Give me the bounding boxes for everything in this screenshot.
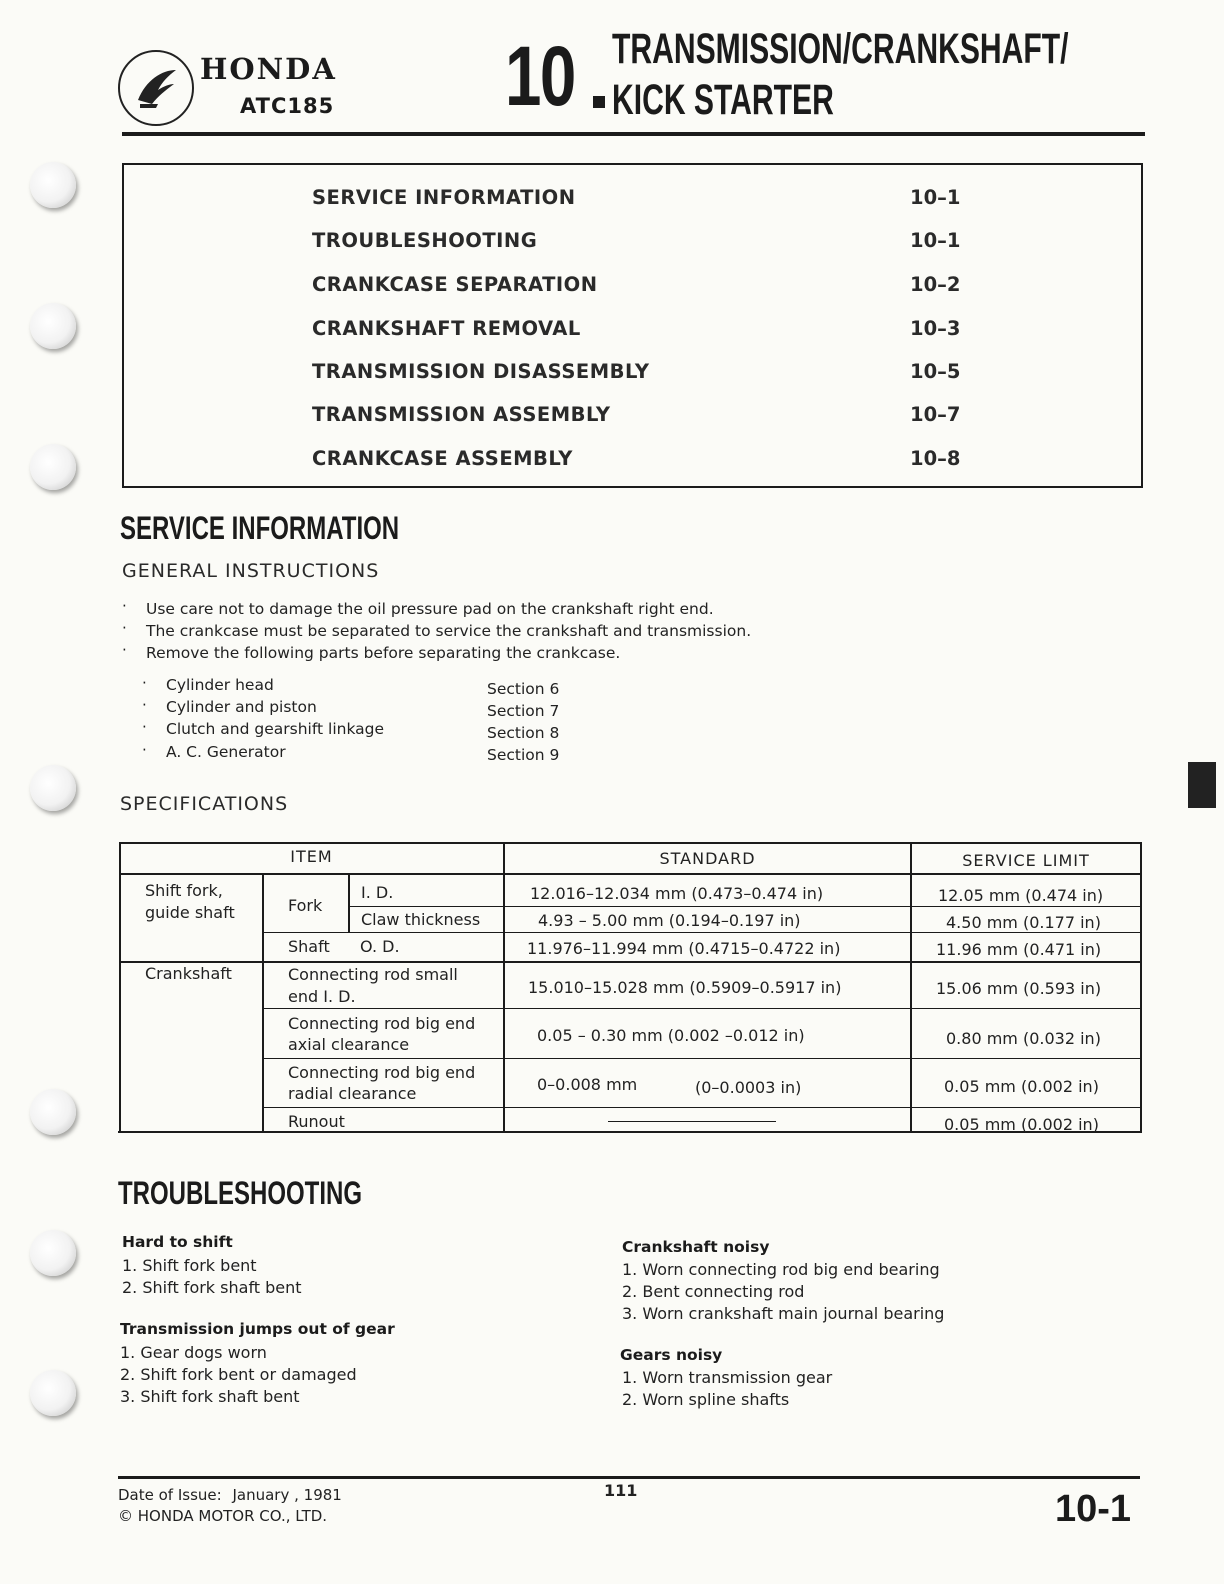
standard-value: 11.976–11.994 mm (0.4715–0.4722 in) bbox=[527, 939, 841, 958]
section-page-number: 10-1 bbox=[1055, 1488, 1132, 1530]
item-label: Connecting rod small bbox=[288, 965, 458, 984]
binder-hole bbox=[30, 303, 76, 349]
chapter-number-dot bbox=[593, 96, 605, 108]
honda-wing-logo-icon bbox=[118, 50, 194, 126]
header-rule bbox=[122, 132, 1145, 136]
bullet: · bbox=[122, 619, 127, 637]
binder-hole bbox=[30, 1230, 76, 1276]
limit-value: 12.05 mm (0.474 in) bbox=[938, 886, 1104, 905]
instruction-text: Use care not to damage the oil pressure pad on the crankshaft right end. bbox=[146, 600, 714, 618]
footer-rule bbox=[118, 1476, 1140, 1479]
instruction-text: The crankcase must be separated to service the crankshaft and transmission. bbox=[146, 622, 752, 640]
instruction-text: Remove the following parts before separating the crankcase. bbox=[146, 644, 621, 662]
bullet: · bbox=[122, 641, 127, 659]
table-border bbox=[1140, 842, 1142, 1132]
toc-item[interactable] bbox=[312, 273, 1112, 303]
chapter-title-line1: TRANSMISSION/CRANKSHAFT/ bbox=[612, 25, 1069, 73]
table-divider bbox=[120, 961, 1142, 963]
table-divider bbox=[262, 1107, 1141, 1108]
copyright: © HONDA MOTOR CO., LTD. bbox=[118, 1507, 328, 1525]
toc-page: 10–8 bbox=[910, 447, 961, 470]
item-label: Connecting rod big end bbox=[288, 1014, 476, 1033]
toc-item[interactable] bbox=[312, 403, 1112, 433]
item-label: axial clearance bbox=[288, 1035, 410, 1054]
troubleshooting-heading: TROUBLESHOOTING bbox=[118, 1175, 362, 1211]
table-divider bbox=[910, 842, 912, 1132]
symptom-title: Crankshaft noisy bbox=[622, 1238, 770, 1256]
section-edge-tab bbox=[1188, 762, 1216, 808]
toc-page: 10–5 bbox=[910, 360, 961, 383]
issue-date-value: January , 1981 bbox=[232, 1486, 342, 1504]
toc-item[interactable] bbox=[312, 229, 1112, 259]
column-header-standard: STANDARD bbox=[659, 849, 756, 868]
model-name: ATC185 bbox=[240, 94, 335, 118]
toc-label: TROUBLESHOOTING bbox=[312, 229, 538, 252]
service-info-heading: SERVICE INFORMATION bbox=[120, 510, 400, 546]
toc-label: TRANSMISSION DISASSEMBLY bbox=[312, 360, 650, 383]
binder-hole bbox=[30, 444, 76, 490]
item-label: Shaft bbox=[288, 937, 330, 956]
item-label: Runout bbox=[288, 1112, 345, 1131]
specifications-heading: SPECIFICATIONS bbox=[120, 793, 289, 815]
binder-hole bbox=[30, 1370, 76, 1416]
chapter-title-line2: KICK STARTER bbox=[612, 76, 834, 124]
binder-hole bbox=[30, 765, 76, 811]
standard-value: 12.016–12.034 mm (0.473–0.474 in) bbox=[530, 884, 824, 903]
item-label: Connecting rod big end bbox=[288, 1063, 476, 1082]
part-section: Section 8 bbox=[487, 724, 560, 742]
item-label: Claw thickness bbox=[361, 910, 481, 929]
part-section: Section 9 bbox=[487, 746, 560, 764]
toc-item[interactable] bbox=[312, 360, 1112, 390]
bullet: · bbox=[142, 674, 147, 692]
cause-item: 2. Bent connecting rod bbox=[622, 1282, 805, 1301]
toc-label: CRANKCASE ASSEMBLY bbox=[312, 447, 573, 470]
part-name: Cylinder and piston bbox=[166, 698, 317, 716]
issue-date-label: Date of Issue: bbox=[118, 1486, 222, 1504]
chapter-title bbox=[612, 24, 1069, 126]
table-of-contents bbox=[122, 163, 1143, 488]
group-label: guide shaft bbox=[145, 903, 235, 922]
symptom-title: Gears noisy bbox=[620, 1346, 723, 1364]
standard-value: (0–0.0003 in) bbox=[695, 1078, 802, 1097]
toc-item[interactable] bbox=[312, 186, 1112, 216]
group-label: Crankshaft bbox=[145, 964, 232, 983]
toc-item[interactable] bbox=[312, 317, 1112, 347]
part-name: A. C. Generator bbox=[166, 743, 286, 761]
toc-page: 10–3 bbox=[910, 317, 961, 340]
bullet: · bbox=[142, 718, 147, 736]
standard-value: 15.010–15.028 mm (0.5909–0.5917 in) bbox=[528, 978, 842, 997]
bullet: · bbox=[142, 696, 147, 714]
table-divider bbox=[262, 1058, 1141, 1059]
toc-page: 10–7 bbox=[910, 403, 961, 426]
binder-hole bbox=[30, 1089, 76, 1135]
limit-value: 11.96 mm (0.471 in) bbox=[936, 940, 1102, 959]
cause-item: 1. Worn transmission gear bbox=[622, 1368, 833, 1387]
cause-item: 1. Gear dogs worn bbox=[120, 1343, 267, 1362]
toc-page: 10–2 bbox=[910, 273, 961, 296]
part-section: Section 7 bbox=[487, 702, 560, 720]
page-number: 111 bbox=[604, 1481, 638, 1500]
table-divider bbox=[503, 842, 505, 1132]
issue-date bbox=[118, 1486, 342, 1504]
limit-value: 0.05 mm (0.002 in) bbox=[944, 1077, 1099, 1096]
limit-value: 0.05 mm (0.002 in) bbox=[944, 1115, 1099, 1134]
cause-item: 2. Worn spline shafts bbox=[622, 1390, 790, 1409]
chapter-number: 10 bbox=[505, 29, 575, 123]
limit-value: 4.50 mm (0.177 in) bbox=[946, 913, 1101, 932]
toc-label: SERVICE INFORMATION bbox=[312, 186, 576, 209]
cause-item: 3. Worn crankshaft main journal bearing bbox=[622, 1304, 945, 1323]
column-header-item: ITEM bbox=[290, 847, 333, 866]
toc-page: 10–1 bbox=[910, 229, 961, 252]
toc-page: 10–1 bbox=[910, 186, 961, 209]
cause-item: 2. Shift fork bent or damaged bbox=[120, 1365, 357, 1384]
table-divider bbox=[348, 873, 350, 932]
toc-label: TRANSMISSION ASSEMBLY bbox=[312, 403, 611, 426]
symptom-title: Transmission jumps out of gear bbox=[120, 1320, 395, 1338]
item-label: O. D. bbox=[360, 937, 400, 956]
cause-item: 2. Shift fork shaft bent bbox=[122, 1278, 302, 1297]
limit-value: 0.80 mm (0.032 in) bbox=[946, 1029, 1101, 1048]
limit-value: 15.06 mm (0.593 in) bbox=[936, 979, 1102, 998]
brand-name: HONDA bbox=[200, 52, 337, 86]
not-applicable-dash bbox=[608, 1121, 776, 1122]
standard-value: 4.93 – 5.00 mm (0.194–0.197 in) bbox=[538, 911, 801, 930]
cause-item: 3. Shift fork shaft bent bbox=[120, 1387, 300, 1406]
item-label: radial clearance bbox=[288, 1084, 417, 1103]
table-divider bbox=[349, 906, 1141, 907]
cause-item: 1. Shift fork bent bbox=[122, 1256, 257, 1275]
symptom-title: Hard to shift bbox=[122, 1233, 233, 1251]
part-name: Clutch and gearshift linkage bbox=[166, 720, 385, 738]
bullet: · bbox=[142, 741, 147, 759]
table-divider bbox=[262, 1008, 1141, 1009]
item-label: Fork bbox=[288, 896, 323, 915]
toc-label: CRANKCASE SEPARATION bbox=[312, 273, 598, 296]
standard-value: 0.05 – 0.30 mm (0.002 –0.012 in) bbox=[537, 1026, 805, 1045]
table-divider bbox=[262, 873, 264, 1132]
toc-item[interactable] bbox=[312, 447, 1112, 477]
item-label: I. D. bbox=[361, 883, 394, 902]
general-instructions-heading: GENERAL INSTRUCTIONS bbox=[122, 560, 380, 582]
table-border bbox=[119, 842, 121, 1132]
column-header-service-limit: SERVICE LIMIT bbox=[962, 851, 1090, 870]
binder-hole bbox=[30, 162, 76, 208]
bullet: · bbox=[122, 597, 127, 615]
part-section: Section 6 bbox=[487, 680, 560, 698]
part-name: Cylinder head bbox=[166, 676, 274, 694]
cause-item: 1. Worn connecting rod big end bearing bbox=[622, 1260, 940, 1279]
table-divider bbox=[120, 873, 1142, 875]
standard-value: 0–0.008 mm bbox=[537, 1075, 638, 1094]
table-border bbox=[120, 842, 1142, 844]
toc-label: CRANKSHAFT REMOVAL bbox=[312, 317, 581, 340]
group-label: Shift fork, bbox=[145, 881, 223, 900]
item-label: end I. D. bbox=[288, 987, 356, 1006]
